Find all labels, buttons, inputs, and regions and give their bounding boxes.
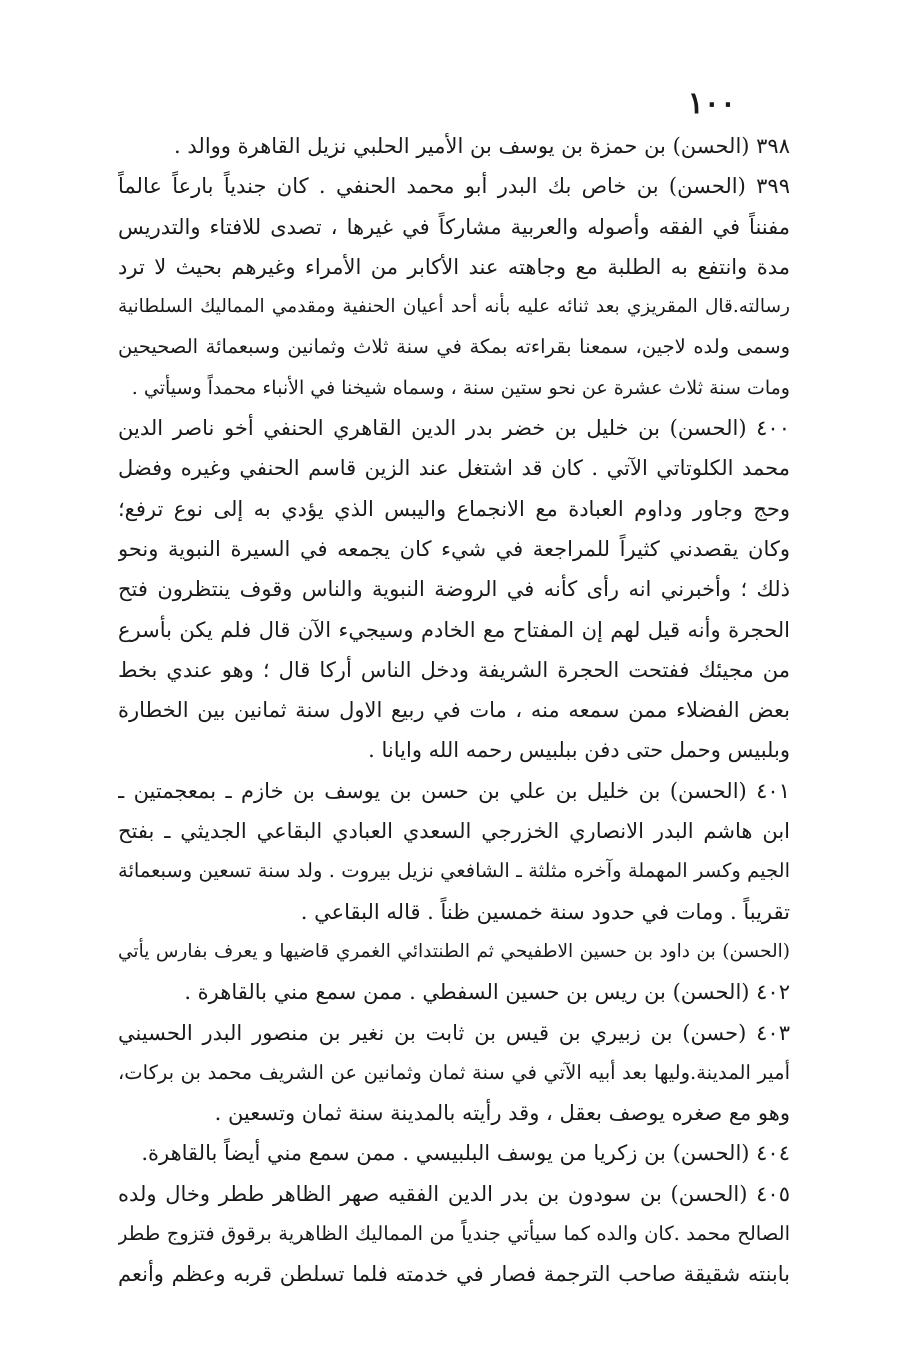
text-line: (الحسن) بن داود بن حسين الاطفيحي ثم الطنتدائي الغمري قاضيها و يعرف بفارس يأتي (118, 940, 790, 962)
text-body (118, 126, 790, 1295)
text-line: ٣٩٩ (الحسن) بن خاص بك البدر أبو محمد الحنفي . كان جندياً بارعاً عالماً (118, 174, 790, 199)
text-line: وحج وجاور وداوم العبادة مع الانجماع واليبس الذي يؤدي به إلى نوع ترفع؛ (118, 496, 790, 521)
text-line: ذلك ؛ وأخبرني انه رأى كأنه في الروضة النبوية والناس وقوف ينتظرون فتح (118, 577, 790, 602)
text-line: رسالته.قال المقريزي بعد ثنائه عليه بأنه أحد أعيان الحنفية ومقدمي المماليك السلطانية (118, 296, 790, 318)
text-line: من مجيئك ففتحت الحجرة الشريفة ودخل الناس أركا قال ؛ وهو عندي بخط (118, 657, 790, 682)
text-line: أمير المدينة.وليها بعد أبيه الآتي في سنة ثمان وثمانين عن الشريف محمد بن بركات، (118, 1060, 790, 1084)
text-line: ٤٠٥ (الحسن) بن سودون بن بدر الدين الفقيه صهر الظاهر ططر وخال ولده (118, 1181, 790, 1206)
text-line: مفنناً في الفقه وأصوله والعربية مشاركاً في غيرها ، تصدى للافتاء والتدريس (118, 214, 790, 239)
text-line: ٣٩٨ (الحسن) بن حمزة بن يوسف بن الأمير الحلبي نزيل القاهرة ووالد . (174, 134, 790, 158)
text-line: وبلبيس وحمل حتى دفن ببلبيس رحمه الله وايانا . (368, 738, 790, 763)
text-line: مدة وانتفع به الطلبة مع وجاهته عند الأكابر من الأمراء وغيرهم بحيث لا ترد (118, 254, 790, 279)
text-line: ٤٠١ (الحسن) بن خليل بن علي بن حسن بن يوسف بن خازم ـ بمعجمتين ـ (118, 778, 790, 803)
text-line: ٤٠٢ (الحسن) بن ريس بن حسين السفطي . ممن سمع مني بالقاهرة . (184, 980, 790, 1005)
text-line: بابنته شقيقة صاحب الترجمة فصار في خدمته فلما تسلطن قربه وعظم وأنعم (118, 1262, 790, 1287)
text-line: وسمى ولده لاجين، سمعنا بقراءته بمكة في سنة ثلاث وثمانين وسبعمائة الصحيحين (118, 335, 790, 359)
text-line: ومات سنة ثلاث عشرة عن نحو ستين سنة ، وسماه شيخنا في الأنباء محمداً وسيأتي . (131, 376, 790, 399)
text-line: وكان يقصدني كثيراً للمراجعة في شيء كان يجمعه في السيرة النبوية ونحو (118, 536, 790, 561)
text-line: ابن هاشم البدر الانصاري الخزرجي السعدي العبادي البقاعي الجديثي ـ بفتح (118, 819, 790, 844)
text-line: وهو مع صغره يوصف بعقل ، وقد رأيته بالمدينة سنة ثمان وتسعين . (214, 1101, 790, 1126)
text-line: محمد الكلوتاتي الآتي . كان قد اشتغل عند الزين قاسم الحنفي وغيره وفضل (118, 456, 790, 481)
text-line: الجيم وكسر المهملة وآخره مثلثة ـ الشافعي نزيل بيروت . ولد سنة تسعين وسبعمائة (118, 859, 790, 883)
page-number: ١٠٠ (687, 86, 736, 121)
text-line: الصالح محمد .كان والده كما سيأتي جندياً من المماليك الظاهرية برقوق فتزوج ططر (118, 1222, 790, 1246)
text-line: ٤٠٤ (الحسن) بن زكريا من يوسف البلبيسي . ممن سمع مني أيضاً بالقاهرة. (141, 1141, 790, 1166)
text-line: تقريباً . ومات في حدود سنة خمسين ظناً . قاله البقاعي . (300, 899, 790, 924)
text-line: ٤٠٠ (الحسن) بن خليل بن خضر بدر الدين القاهري الحنفي أخو ناصر الدين (118, 416, 790, 441)
text-line: ٤٠٣ (حسن) بن زبيري بن قيس بن ثابت بن نغير بن منصور البدر الحسيني (118, 1020, 790, 1045)
text-line: الحجرة وأنه قيل لهم إن المفتاح مع الخادم وسيجيء الآن قال فلم يكن بأسرع (118, 617, 790, 642)
text-line: بعض الفضلاء ممن سمعه منه ، مات في ربيع الاول سنة ثمانين بين الخطارة (118, 698, 790, 723)
